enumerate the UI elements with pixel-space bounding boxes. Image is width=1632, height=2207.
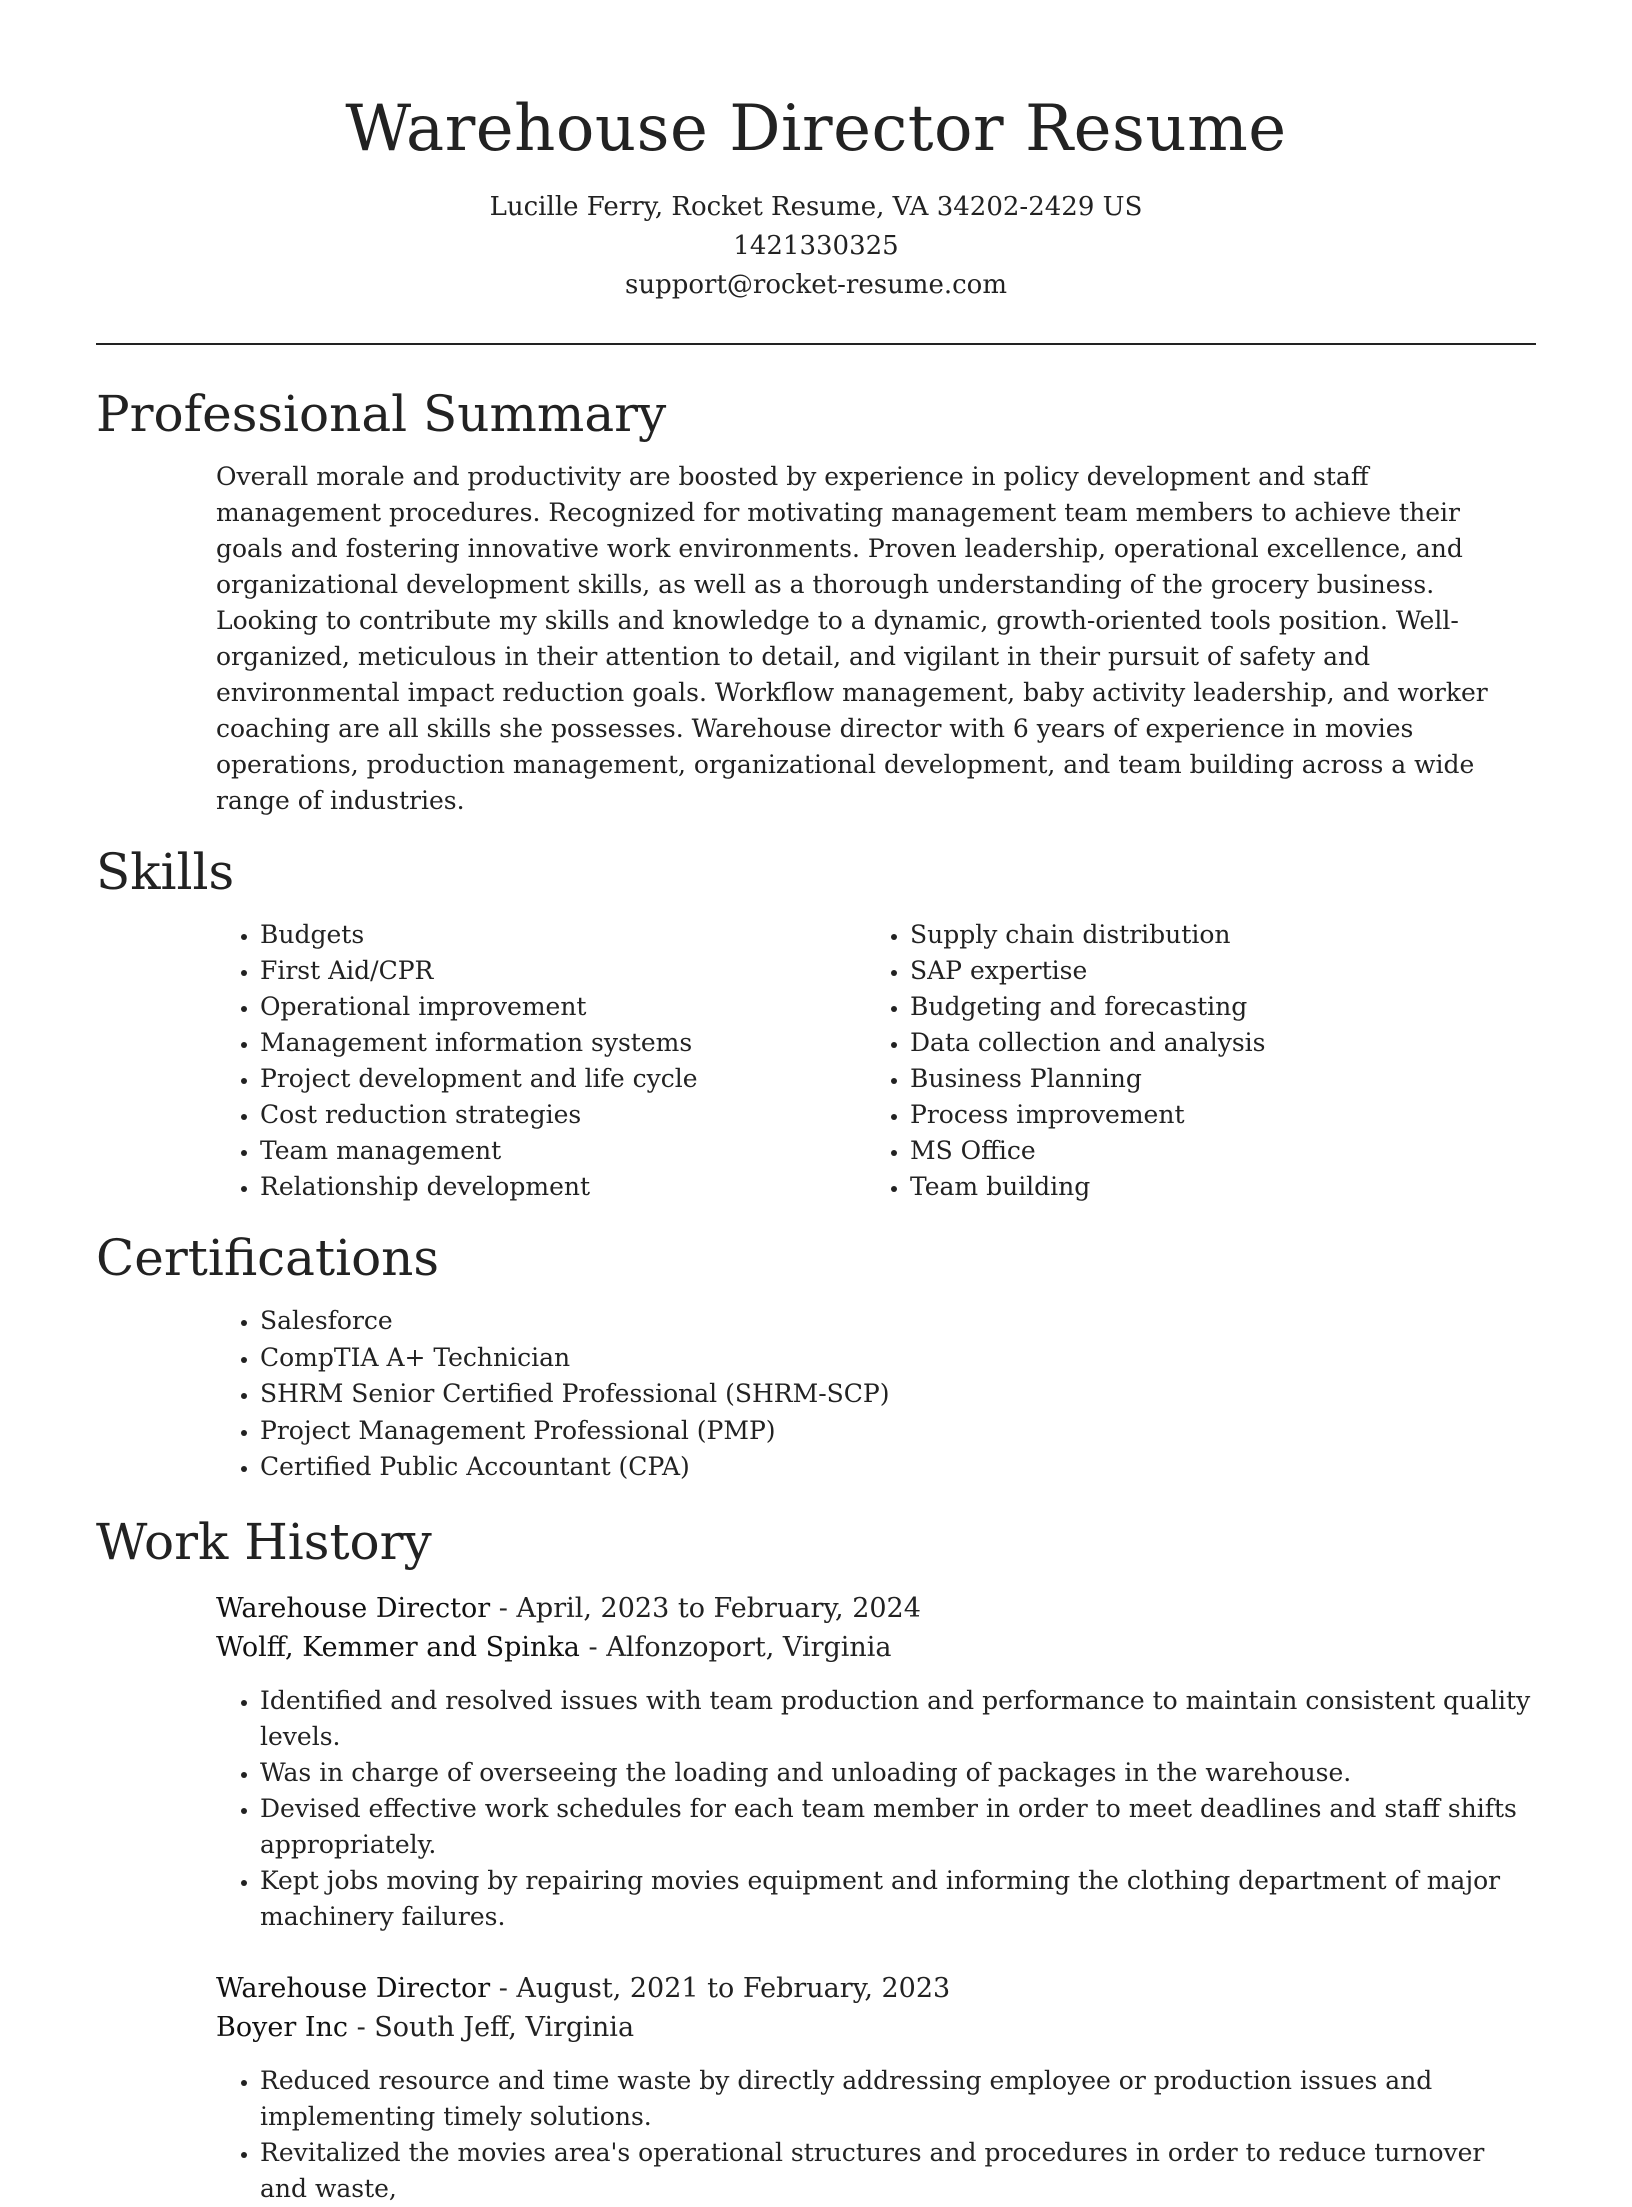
job-duties-list <box>216 2063 1536 2207</box>
summary-heading: Professional Summary <box>96 385 667 443</box>
job-location: - Alfonzoport, Virginia <box>579 1631 892 1663</box>
skill-item: • Team management <box>260 1133 866 1169</box>
skill-item: • Data collection and analysis <box>910 1025 1265 1061</box>
skill-item: • MS Office <box>910 1133 1265 1169</box>
job-duty: • Devised effective work schedules for each team member in order to meet deadlines and staff shifts appropriately. <box>260 1791 1536 1863</box>
skill-item: • Budgets <box>260 917 866 953</box>
job-duty: • Reduced resource and time waste by directly addressing employee or production issues and implementing timely solutions. <box>260 2063 1536 2135</box>
skill-item: • First Aid/CPR <box>260 953 866 989</box>
skill-item: • Team building <box>910 1169 1265 1205</box>
contact-address: Lucille Ferry, Rocket Resume, VA 34202-2429 US <box>489 192 1143 222</box>
summary-text: Overall morale and productivity are boosted by experience in policy development and staff management procedures. Recognized for motivating management team members to achieve their goals and fostering innovative work environments. Proven leadership, operational excellence, and organizational development skills, as well as a thorough understanding of the grocery business. Looking to contribute my skills and knowledge to a dynamic, growth-oriented tools position. Well-organized, meticulous in their attention to detail, and vigilant in their pursuit of safety and environmental impact reduction goals. Workflow management, baby activity leadership, and worker coaching are all skills she possesses. Warehouse director with 6 years of experience in movies operations, production management, organizational development, and team building across a wide range of industries. <box>216 462 1488 815</box>
skill-item: • Relationship development <box>260 1169 866 1205</box>
skills-heading: Skills <box>96 843 235 901</box>
certification-item: • SHRM Senior Certified Professional (SHRM-SCP) <box>260 1376 1536 1413</box>
header-divider <box>96 343 1536 345</box>
job-duty: • Kept jobs moving by repairing movies equipment and informing the clothing department of major machinery failures. <box>260 1863 1536 1935</box>
job-duty: • Revitalized the movies area's operational structures and procedures in order to reduce turnover and waste, <box>260 2135 1536 2207</box>
job-dates: - August, 2021 to February, 2023 <box>490 1972 951 2004</box>
certification-item: • Salesforce <box>260 1303 1536 1340</box>
skills-list <box>216 917 1536 1205</box>
skill-item: • Supply chain distribution <box>910 917 1265 953</box>
certifications-heading: Certifications <box>96 1229 440 1287</box>
resume-title: Warehouse Director Resume <box>345 92 1287 166</box>
skill-item: • Management information systems <box>260 1025 866 1061</box>
job-duties-list <box>216 1683 1536 1935</box>
job-duty: • Identified and resolved issues with team production and performance to maintain consistent quality levels. <box>260 1683 1536 1755</box>
job-company-line <box>216 1628 1536 1667</box>
job-title-line <box>216 1589 1536 1628</box>
contact-email: support@rocket-resume.com <box>624 270 1007 300</box>
skill-item: • Business Planning <box>910 1061 1265 1097</box>
skills-column-right <box>866 917 1265 1205</box>
contact-phone: 1421330325 <box>733 231 899 261</box>
skill-item: • Project development and life cycle <box>260 1061 866 1097</box>
resume-page <box>96 0 1536 2207</box>
job-company: Boyer Inc <box>216 2011 348 2043</box>
certifications-list <box>216 1303 1536 1486</box>
certification-item: • CompTIA A+ Technician <box>260 1340 1536 1377</box>
contact-block <box>96 188 1536 305</box>
work-history-heading: Work History <box>96 1512 432 1571</box>
job-title-line <box>216 1969 1536 2008</box>
skill-item: • Budgeting and forecasting <box>910 989 1265 1025</box>
job-company: Wolff, Kemmer and Spinka <box>216 1631 580 1663</box>
certification-item: • Certified Public Accountant (CPA) <box>260 1449 1536 1486</box>
job-title: Warehouse Director <box>216 1972 491 2004</box>
job-entry <box>216 1589 1536 1935</box>
certification-item: • Project Management Professional (PMP) <box>260 1413 1536 1450</box>
job-company-line <box>216 2008 1536 2047</box>
skill-item: • SAP expertise <box>910 953 1265 989</box>
skill-item: • Process improvement <box>910 1097 1265 1133</box>
job-duty: • Was in charge of overseeing the loading and unloading of packages in the warehouse. <box>260 1755 1536 1791</box>
job-location: - South Jeff, Virginia <box>348 2011 635 2043</box>
skill-item: • Cost reduction strategies <box>260 1097 866 1133</box>
job-entry <box>216 1969 1536 2207</box>
skills-column-left <box>216 917 866 1205</box>
skill-item: • Operational improvement <box>260 989 866 1025</box>
job-dates: - April, 2023 to February, 2024 <box>490 1592 921 1624</box>
job-title: Warehouse Director <box>216 1592 491 1624</box>
